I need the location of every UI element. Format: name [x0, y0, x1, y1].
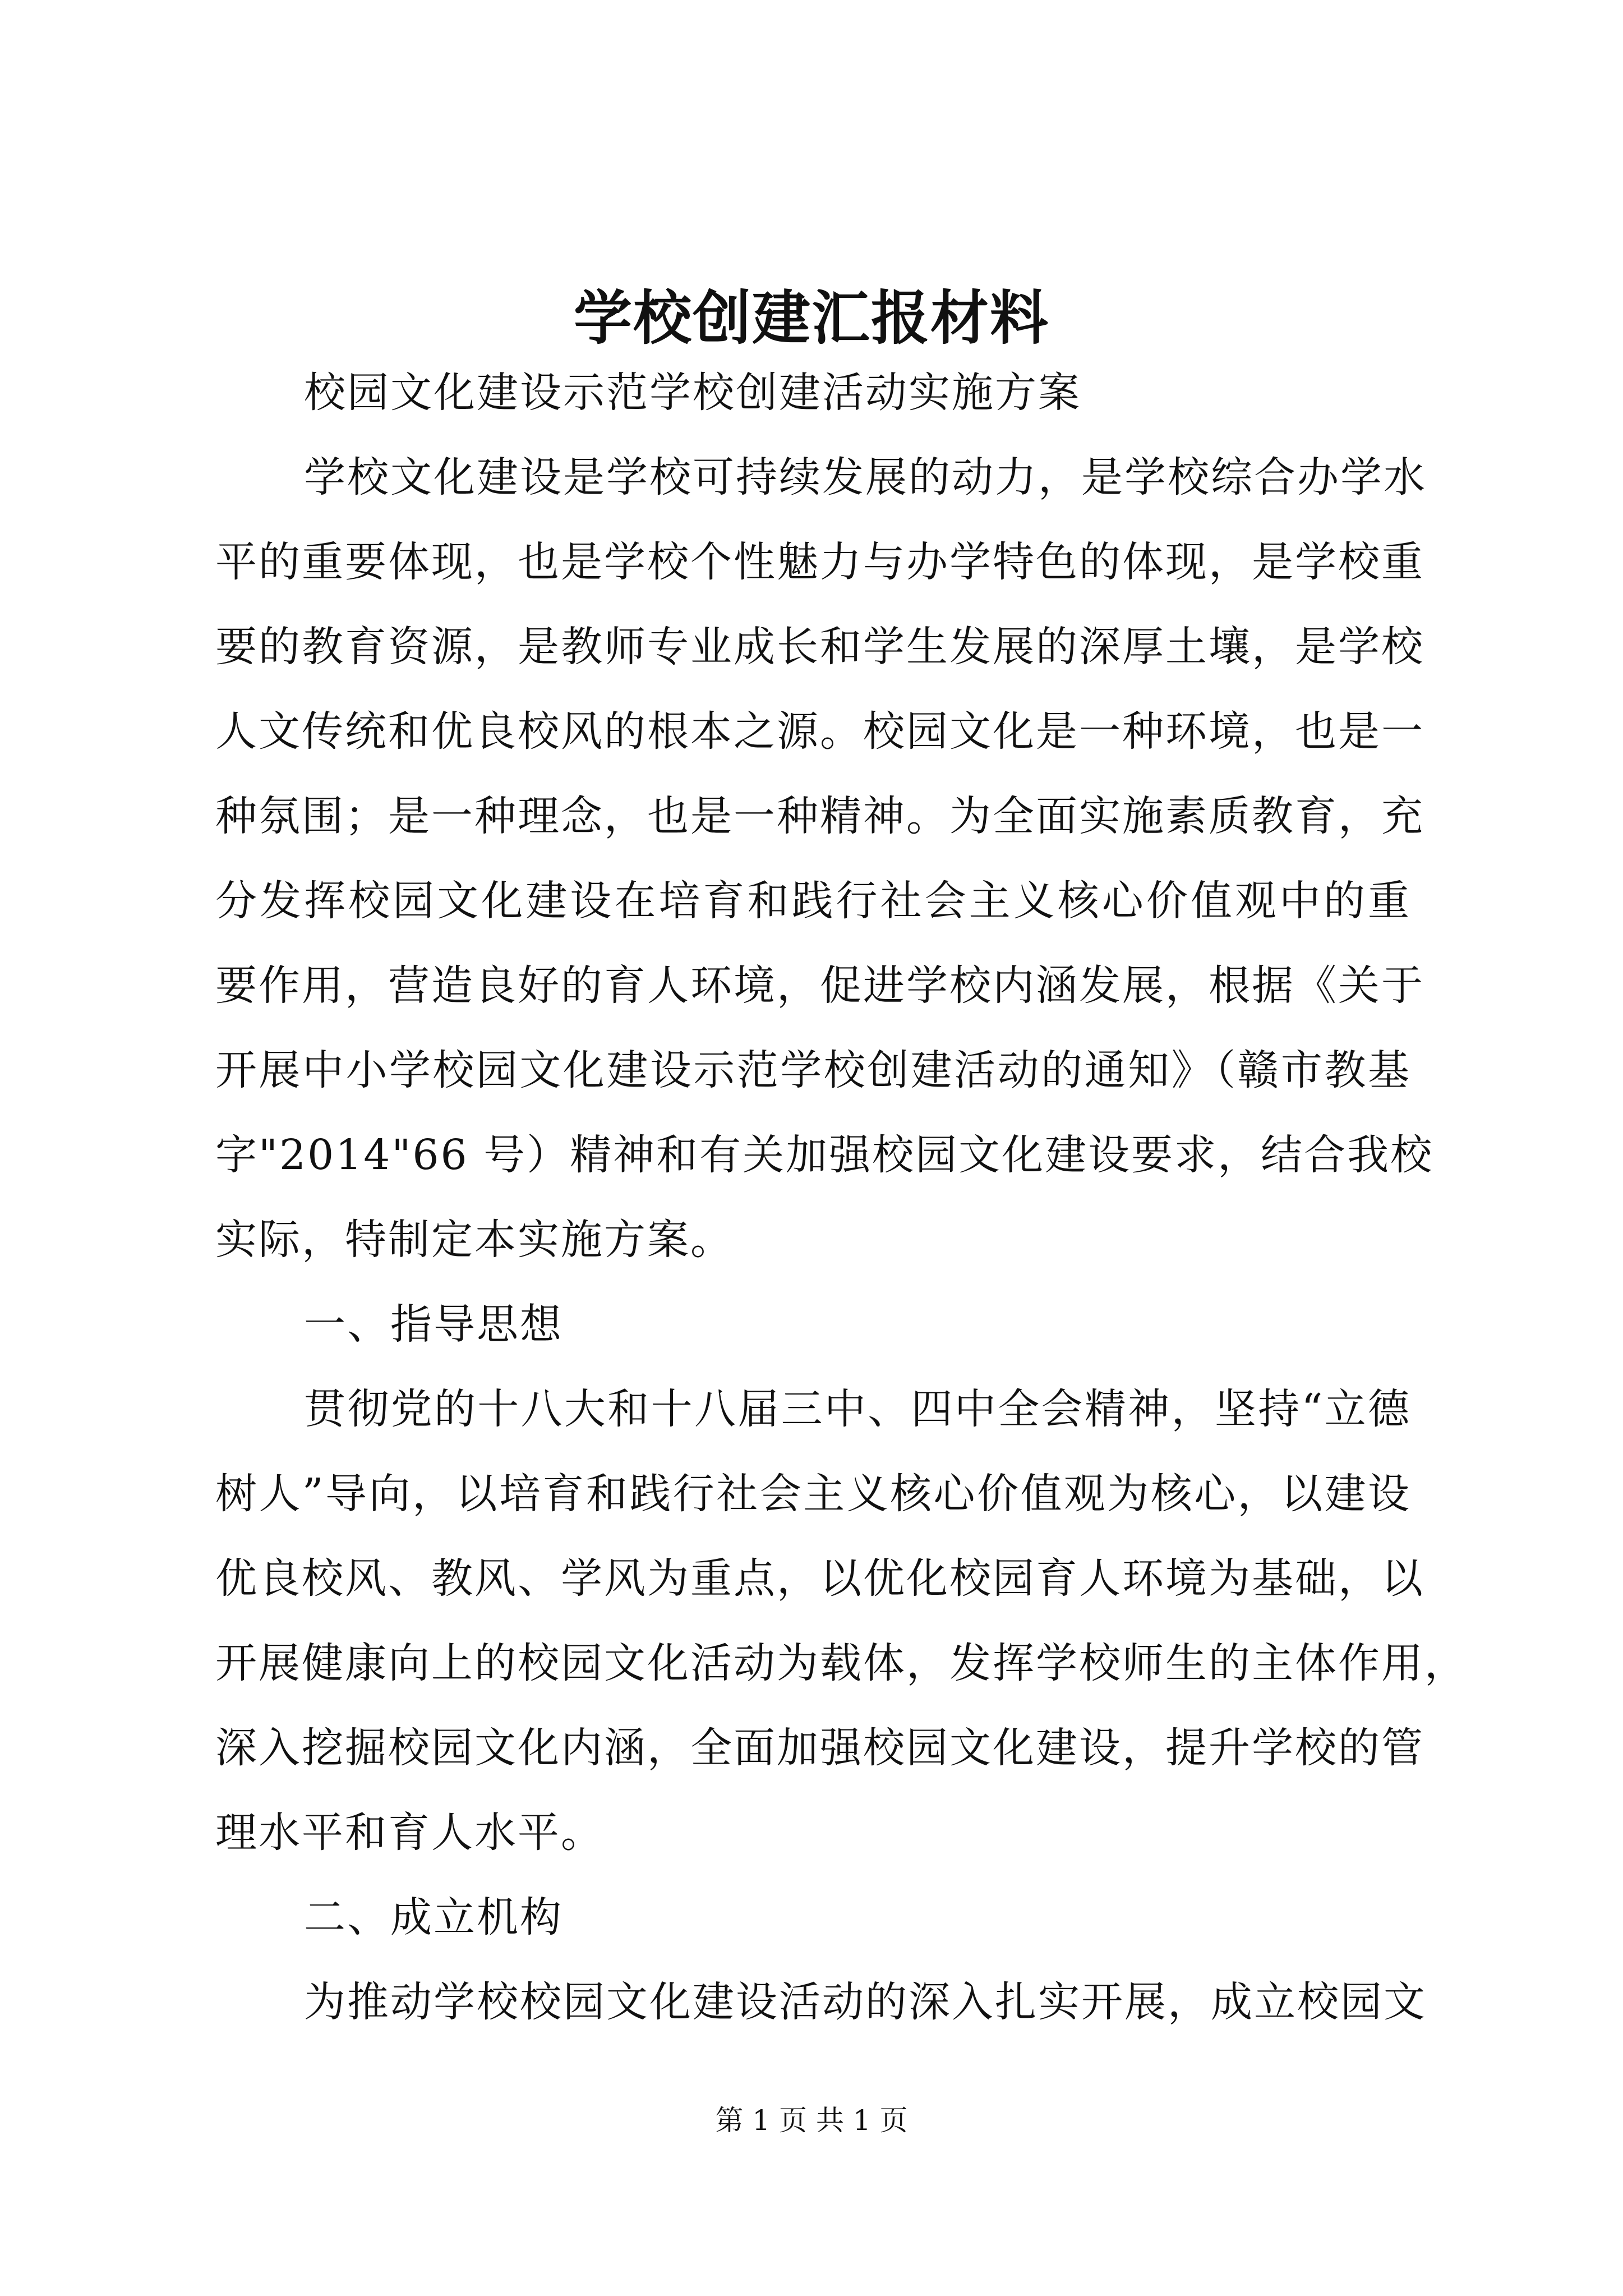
paragraph-line: 理水平和育人水平。: [215, 1809, 604, 1857]
section-heading: 二、成立机构: [304, 1893, 563, 1941]
subtitle-line: 校园文化建设示范学校创建活动实施方案: [304, 369, 1081, 417]
paragraph-line: 开展中小学校园文化建设示范学校创建活动的通知》（赣市教基: [215, 1046, 1411, 1094]
page-number-footer: 第 1 页 共 1 页: [715, 2104, 908, 2137]
paragraph-line: 优良校风、教风、学风为重点，以优化校园育人环境为基础，以: [215, 1554, 1424, 1603]
paragraph-line: 贯彻党的十八大和十八届三中、四中全会精神，坚持“立德: [304, 1385, 1411, 1433]
paragraph-line: 实际，特制定本实施方案。: [215, 1216, 734, 1264]
paragraph-line: 开展健康向上的校园文化活动为载体，发挥学校师生的主体作用，: [215, 1639, 1468, 1687]
paragraph-line: 要的教育资源，是教师专业成长和学生发展的深厚土壤，是学校: [215, 623, 1424, 671]
document-title: 学校创建汇报材料: [573, 283, 1049, 352]
paragraph-line: 深入挖掘校园文化内涵，全面加强校园文化建设，提升学校的管: [215, 1724, 1424, 1772]
paragraph-line: 学校文化建设是学校可持续发展的动力，是学校综合办学水: [304, 453, 1427, 501]
paragraph-line: 要作用，营造良好的育人环境，促进学校内涵发展，根据《关于: [215, 961, 1424, 1010]
paragraph-line: 树人”导向，以培育和践行社会主义核心价值观为核心，以建设: [215, 1470, 1411, 1518]
document-body: [215, 351, 1468, 2045]
paragraph-line: 字"2014"66 号）精神和有关加强校园文化建设要求，结合我校: [215, 1131, 1434, 1179]
paragraph-line: 为推动学校校园文化建设活动的深入扎实开展，成立校园文: [304, 1978, 1427, 2026]
paragraph-line: 种氛围；是一种理念，也是一种精神。为全面实施素质教育，充: [215, 792, 1424, 840]
paragraph-line: 分发挥校园文化建设在培育和践行社会主义核心价值观中的重: [215, 877, 1411, 925]
paragraph-line: 平的重要体现，也是学校个性魅力与办学特色的体现，是学校重: [215, 538, 1424, 586]
section-heading: 一、指导思想: [304, 1300, 563, 1349]
paragraph-line: 人文传统和优良校风的根本之源。校园文化是一种环境，也是一: [215, 707, 1424, 756]
